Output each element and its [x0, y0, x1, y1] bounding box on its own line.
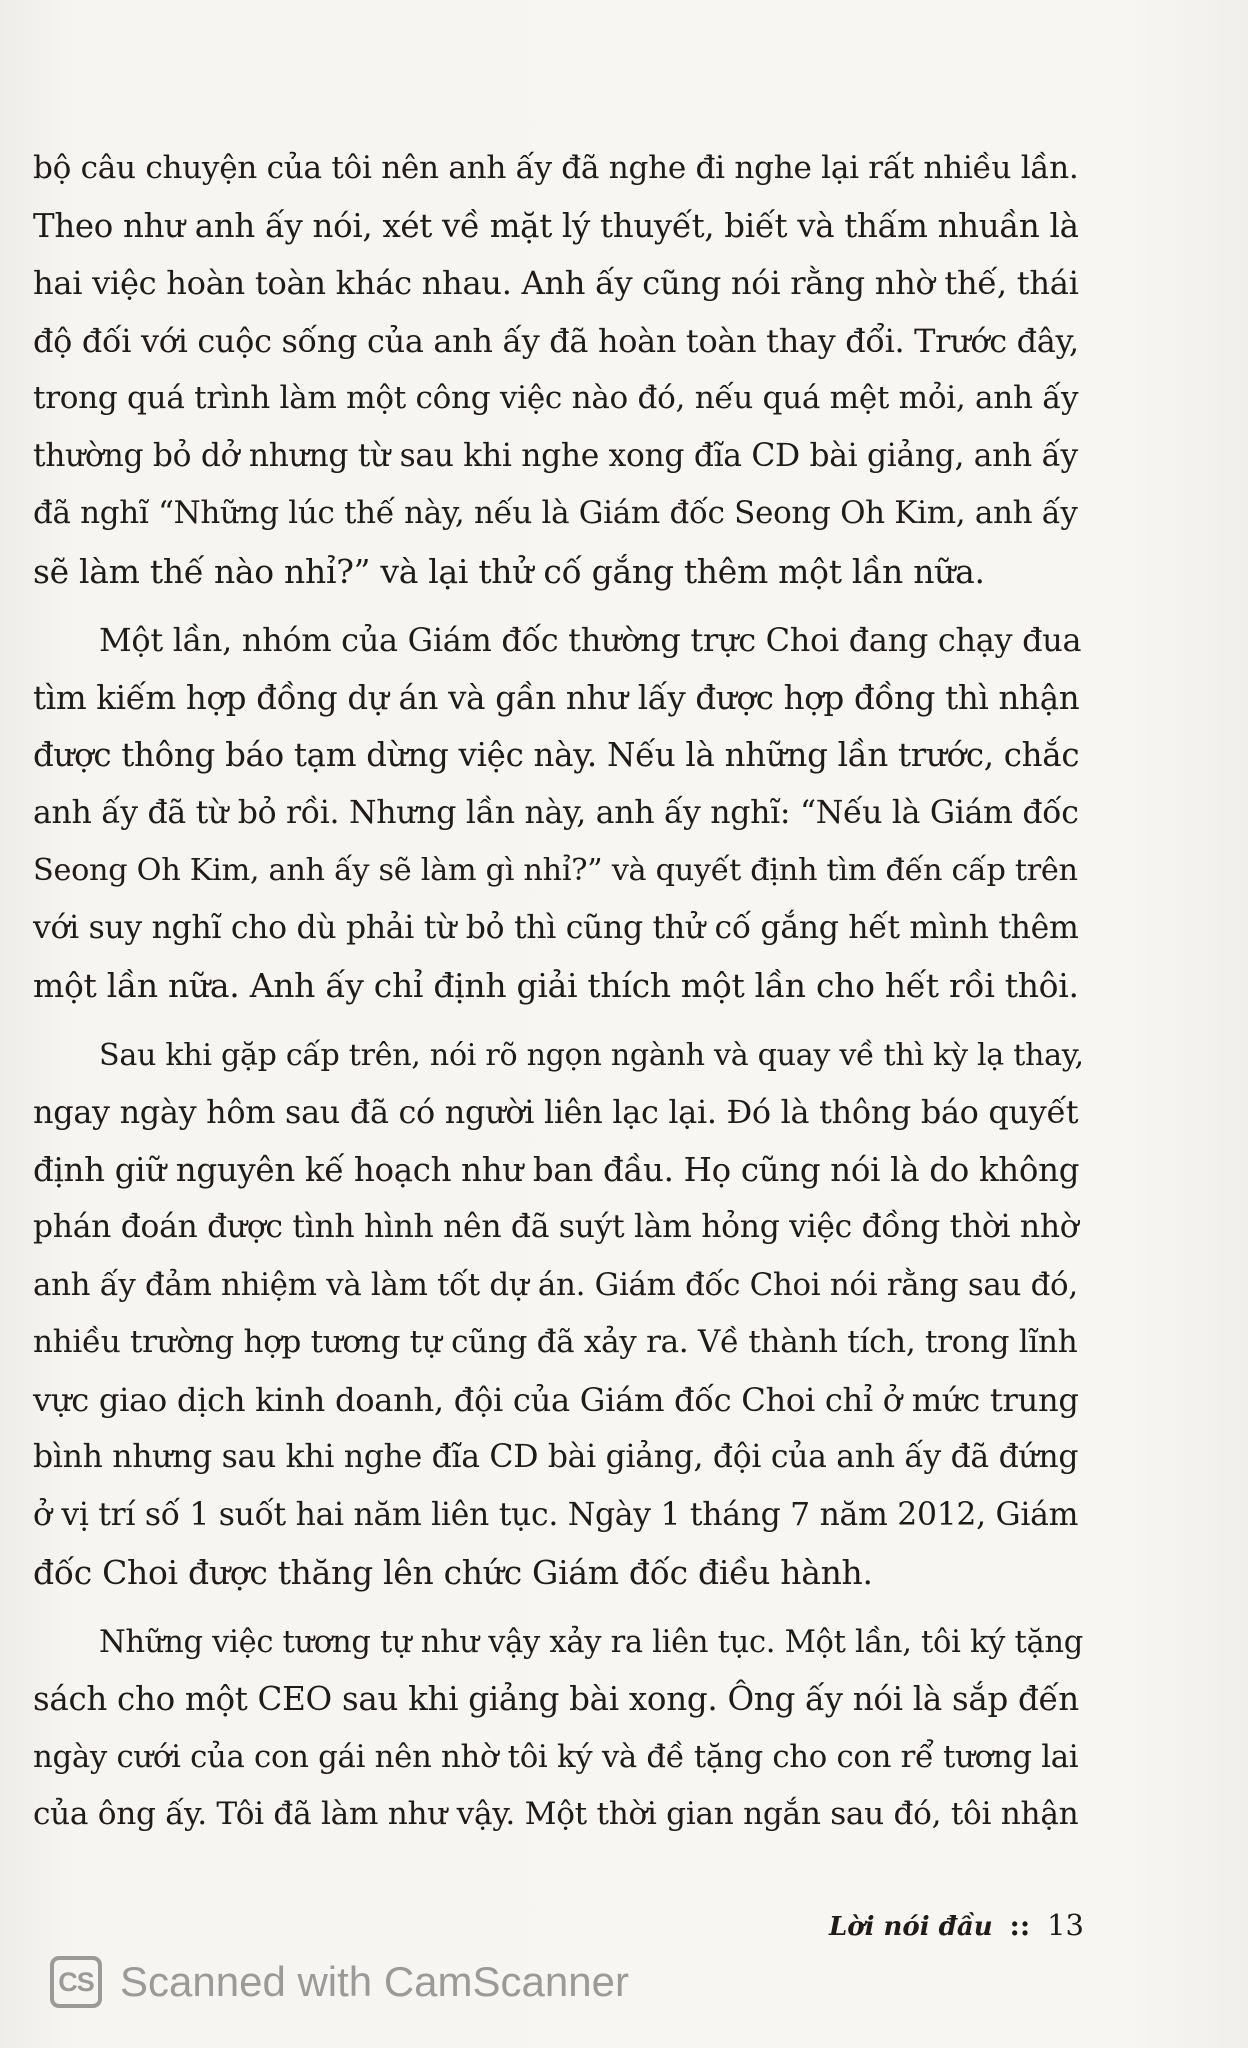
- text-line: Theo như anh ấy nói, xét về mặt lý thuyết, biết và thấm nhuần là: [33, 206, 1079, 245]
- camscanner-logo-icon: CS: [50, 1956, 102, 2008]
- camscanner-watermark: [50, 1950, 629, 2014]
- text-line: ngày cưới của con gái nên nhờ tôi ký và đề tặng cho con rể tương lai: [33, 1738, 1079, 1775]
- text-line: Seong Oh Kim, anh ấy sẽ làm gì nhỉ?” và quyết định tìm đến cấp trên: [33, 853, 1078, 888]
- body-text: [33, 140, 1085, 1856]
- text-line: một lần nữa. Anh ấy chỉ định giải thích một lần cho hết rồi thôi.: [33, 966, 1079, 1005]
- paragraph: [33, 1614, 1085, 1844]
- text-line: của ông ấy. Tôi đã làm như vậy. Một thời gian ngắn sau đó, tôi nhận: [33, 1796, 1079, 1832]
- text-line: bình nhưng sau khi nghe đĩa CD bài giảng, đội của anh ấy đã đứng: [33, 1439, 1079, 1475]
- watermark-text: Scanned with CamScanner: [120, 1958, 629, 2005]
- text-line: độ đối với cuộc sống của anh ấy đã hoàn toàn thay đổi. Trước đây,: [33, 321, 1079, 360]
- running-section-title: Lời nói đầu: [828, 1912, 993, 1942]
- text-line: đã nghĩ “Những lúc thế này, nếu là Giám đốc Seong Oh Kim, anh ấy: [33, 495, 1078, 531]
- text-line: sẽ làm thế nào nhỉ?” và lại thử cố gắng thêm một lần nữa.: [33, 551, 985, 591]
- text-line: phán đoán được tình hình nên đã suýt làm hỏng việc đồng thời nhờ: [33, 1209, 1079, 1245]
- paragraph: [33, 612, 1085, 1015]
- text-line: nhiều trường hợp tương tự cũng đã xảy ra. Về thành tích, trong lĩnh: [33, 1324, 1078, 1360]
- text-line: với suy nghĩ cho dù phải từ bỏ thì cũng thử cố gắng hết mình thêm: [33, 909, 1079, 946]
- paragraph: [33, 1027, 1085, 1602]
- text-line: thường bỏ dở nhưng từ sau khi nghe xong đĩa CD bài giảng, anh ấy: [33, 437, 1078, 474]
- text-line: được thông báo tạm dừng việc này. Nếu là những lần trước, chắc: [33, 736, 1080, 774]
- text-line: Sau khi gặp cấp trên, nói rõ ngọn ngành và quay về thì kỳ lạ thay,: [99, 1037, 1084, 1073]
- paragraph: [33, 140, 1085, 600]
- text-line: bộ câu chuyện của tôi nên anh ấy đã nghe đi nghe lại rất nhiều lần.: [33, 150, 1079, 186]
- text-line: hai việc hoàn toàn khác nhau. Anh ấy cũng nói rằng nhờ thế, thái: [33, 264, 1079, 302]
- text-line: đốc Choi được thăng lên chức Giám đốc điều hành.: [33, 1553, 873, 1592]
- text-line: ở vị trí số 1 suốt hai năm liên tục. Ngày 1 tháng 7 năm 2012, Giám: [33, 1496, 1079, 1533]
- text-line: anh ấy đã từ bỏ rồi. Nhưng lần này, anh ấy nghĩ: “Nếu là Giám đốc: [33, 794, 1079, 831]
- footer-separator: ::: [1009, 1909, 1031, 1942]
- text-line: anh ấy đảm nhiệm và làm tốt dự án. Giám đốc Choi nói rằng sau đó,: [33, 1266, 1078, 1303]
- text-line: định giữ nguyên kế hoạch như ban đầu. Họ cũng nói là do không: [33, 1150, 1080, 1189]
- text-line: sách cho một CEO sau khi giảng bài xong. Ông ấy nói là sắp đến: [33, 1680, 1079, 1718]
- text-line: vực giao dịch kinh doanh, đội của Giám đốc Choi chỉ ở mức trung: [33, 1380, 1079, 1419]
- text-line: ngay ngày hôm sau đã có người liên lạc lại. Đó là thông báo quyết: [33, 1093, 1079, 1131]
- text-line: Những việc tương tự như vậy xảy ra liên tục. Một lần, tôi ký tặng: [99, 1624, 1084, 1660]
- page-footer: [829, 1908, 1084, 1942]
- text-line: trong quá trình làm một công việc nào đó, nếu quá mệt mỏi, anh ấy: [33, 380, 1079, 416]
- text-line: Một lần, nhóm của Giám đốc thường trực Choi đang chạy đua: [99, 621, 1082, 659]
- text-line: tìm kiếm hợp đồng dự án và gần như lấy được hợp đồng thì nhận: [33, 678, 1080, 717]
- page-number: 13: [1047, 1908, 1084, 1942]
